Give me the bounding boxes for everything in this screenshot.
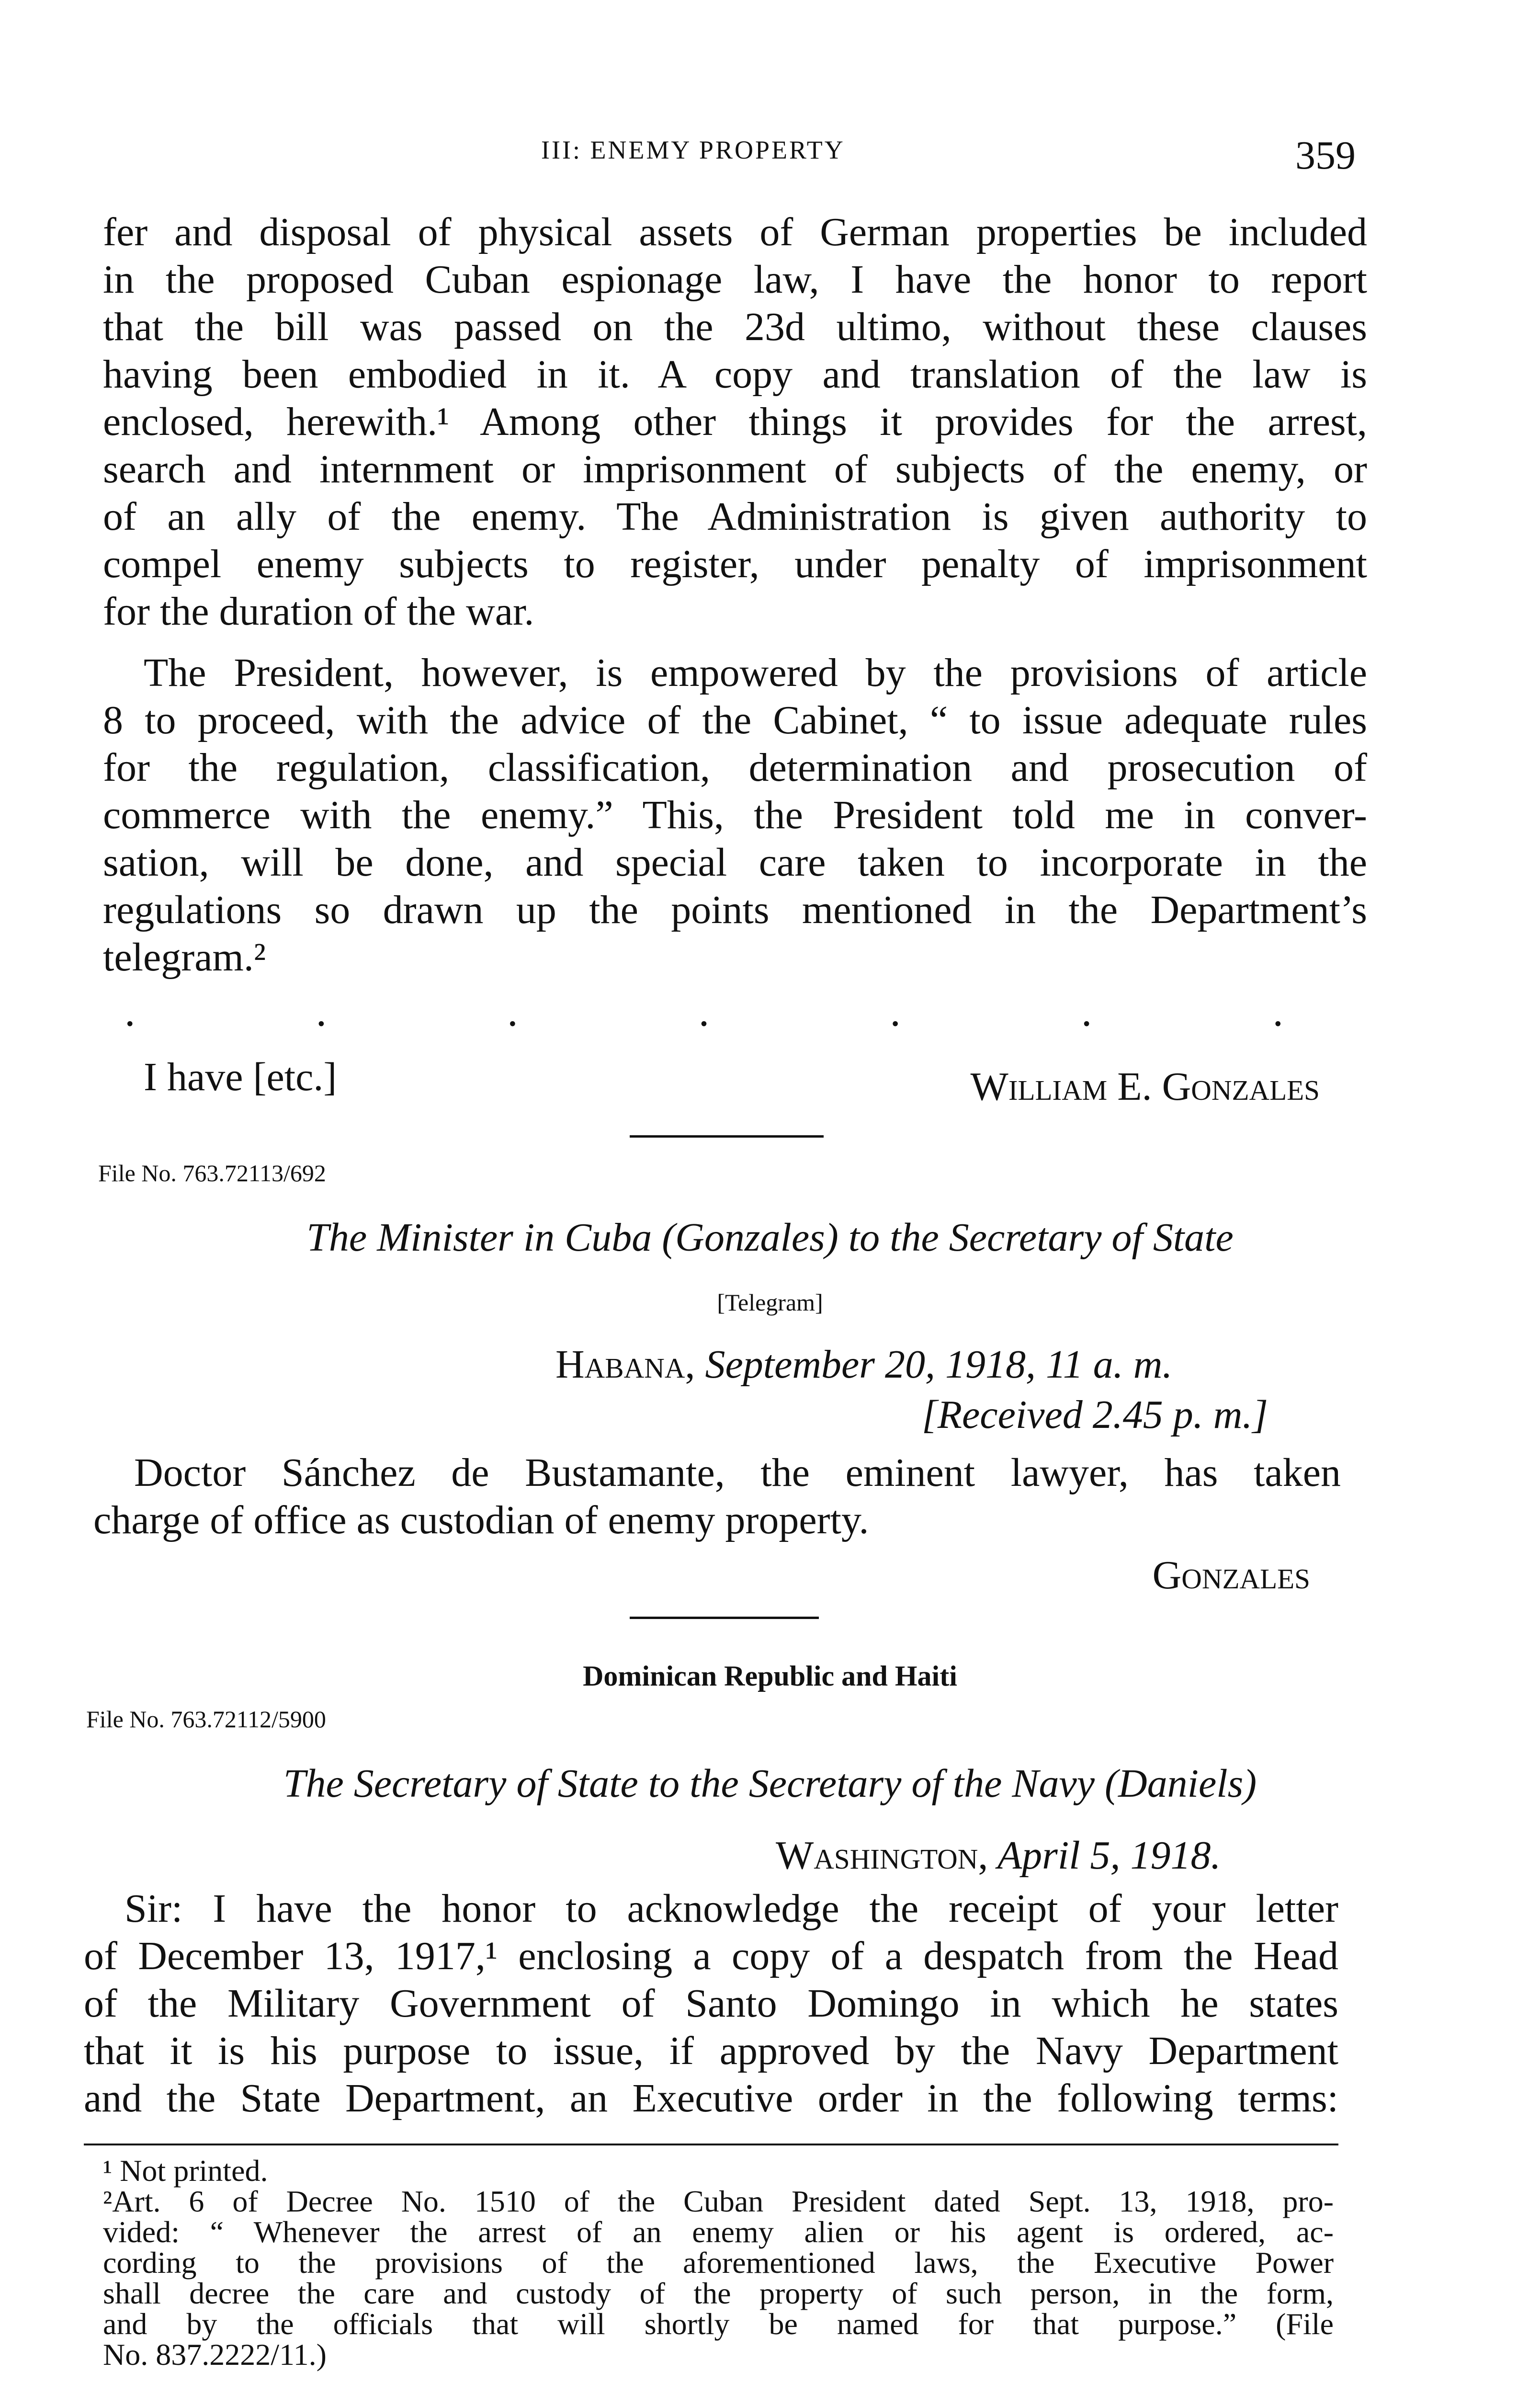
footnote-line: vided: “ Whenever the arrest of an enemy alien or his agent is ordered, ac- [103, 2215, 1334, 2249]
section-heading: Dominican Republic and Haiti [583, 1660, 957, 1692]
footnote-line: ²Art. 6 of Decree No. 1510 of the Cuban President dated Sept. 13, 1918, pro- [103, 2184, 1334, 2218]
text-line: of the Military Government of Santo Domingo in which he states [84, 1981, 1338, 2026]
ellipsis-dot: . [890, 988, 901, 1035]
received-time [922, 1391, 1268, 1438]
text-line: Doctor Sánchez de Bustamante, the eminent lawyer, has taken [134, 1450, 1341, 1495]
running-head: III: ENEMY PROPERTY [541, 136, 845, 164]
text-line: of December 13, 1917,¹ enclosing a copy of a despatch from the Head [84, 1934, 1338, 1978]
signature-gonzales: Gonzales [1152, 1553, 1310, 1597]
text-line: and the State Department, an Executive order in the following terms: [84, 2076, 1338, 2121]
text-line: 8 to proceed, with the advice of the Cabinet, “ to issue adequate rules [103, 698, 1367, 742]
text-line: for the regulation, classification, determination and prosecution of [103, 745, 1367, 790]
page-number: 359 [1295, 133, 1356, 178]
text-line: enclosed, herewith.¹ Among other things it provides for the arrest, [103, 399, 1367, 444]
section-divider [630, 1135, 824, 1138]
text-line: that the bill was passed on the 23d ultimo, without these clauses [103, 305, 1367, 349]
text-line: sation, will be done, and special care taken to incorporate in the [103, 840, 1367, 885]
ellipsis-dot: . [507, 988, 518, 1035]
text-line: telegram.² [103, 935, 266, 980]
footnote-line: ¹ Not printed. [103, 2154, 268, 2188]
paragraph-1 [103, 208, 1367, 635]
document-title: The Secretary of State to the Secretary of the Navy (Daniels) [283, 1761, 1257, 1806]
ellipsis-dot: . [125, 988, 136, 1035]
ellipsis-dot: . [1081, 988, 1092, 1035]
text-line: compel enemy subjects to register, under penalty of imprisonment [103, 542, 1367, 586]
dateline-date: April 5, 1918. [988, 1833, 1221, 1878]
text-line: having been embodied in it. A copy and translation of the law is [103, 352, 1367, 397]
text-line: fer and disposal of physical assets of German properties be included [103, 210, 1367, 254]
text-line: commerce with the enemy.” This, the President told me in conver- [103, 793, 1367, 837]
document-title: The Minister in Cuba (Gonzales) to the Secretary of State [306, 1215, 1234, 1260]
file-number: File No. 763.72112/5900 [86, 1706, 326, 1733]
ellipsis-dot: . [316, 988, 327, 1035]
paragraph-2 [103, 649, 1367, 981]
text-line: of an ally of the enemy. The Administration is given authority to [103, 494, 1367, 539]
text-line: search and internment or imprisonment of subjects of the enemy, or [103, 447, 1367, 491]
dateline [555, 1341, 1172, 1388]
dateline-place: Habana, [555, 1342, 695, 1387]
dateline-date: September 20, 1918, 11 a. m. [695, 1342, 1173, 1387]
text-line: charge of office as custodian of enemy property. [93, 1498, 869, 1542]
signature-gonzales-full: William E. Gonzales [970, 1064, 1320, 1109]
text-line: regulations so drawn up the points mentioned in the Department’s [103, 888, 1367, 932]
footnote-line: and by the officials that will shortly be named for that purpose.” (File [103, 2307, 1334, 2341]
text-line: that it is his purpose to issue, if approved by the Navy Department [84, 2029, 1338, 2073]
received-text: [Received 2.45 p. m.] [922, 1392, 1268, 1437]
text-line: for the duration of the war. [103, 589, 534, 634]
file-number: File No. 763.72113/692 [98, 1160, 326, 1186]
paragraph-4 [84, 1885, 1338, 2122]
footnote-rule [84, 2144, 1338, 2145]
paragraph-3 [93, 1449, 1341, 1544]
text-line: The President, however, is empowered by the provisions of article [144, 650, 1367, 695]
footnote-line: cording to the provisions of the aforementioned laws, the Executive Power [103, 2246, 1334, 2280]
ellipsis-dot: . [698, 988, 710, 1035]
text-line: in the proposed Cuban espionage law, I have the honor to report [103, 257, 1367, 302]
section-divider [630, 1617, 819, 1619]
ellipsis-dot: . [1272, 988, 1283, 1035]
ellipsis-dots [125, 987, 1283, 1036]
text-line: Sir: I have the honor to acknowledge the receipt of your letter [125, 1886, 1338, 1931]
footnote-line: shall decree the care and custody of the property of such person, in the form, [103, 2276, 1334, 2310]
dateline [776, 1832, 1221, 1879]
dateline-place: Washington, [776, 1833, 988, 1878]
footnote-line: No. 837.2222/11.) [103, 2338, 327, 2372]
closing-formula: I have [etc.] [144, 1055, 337, 1099]
footnotes [103, 2156, 1334, 2370]
telegram-label: [Telegram] [717, 1289, 823, 1316]
